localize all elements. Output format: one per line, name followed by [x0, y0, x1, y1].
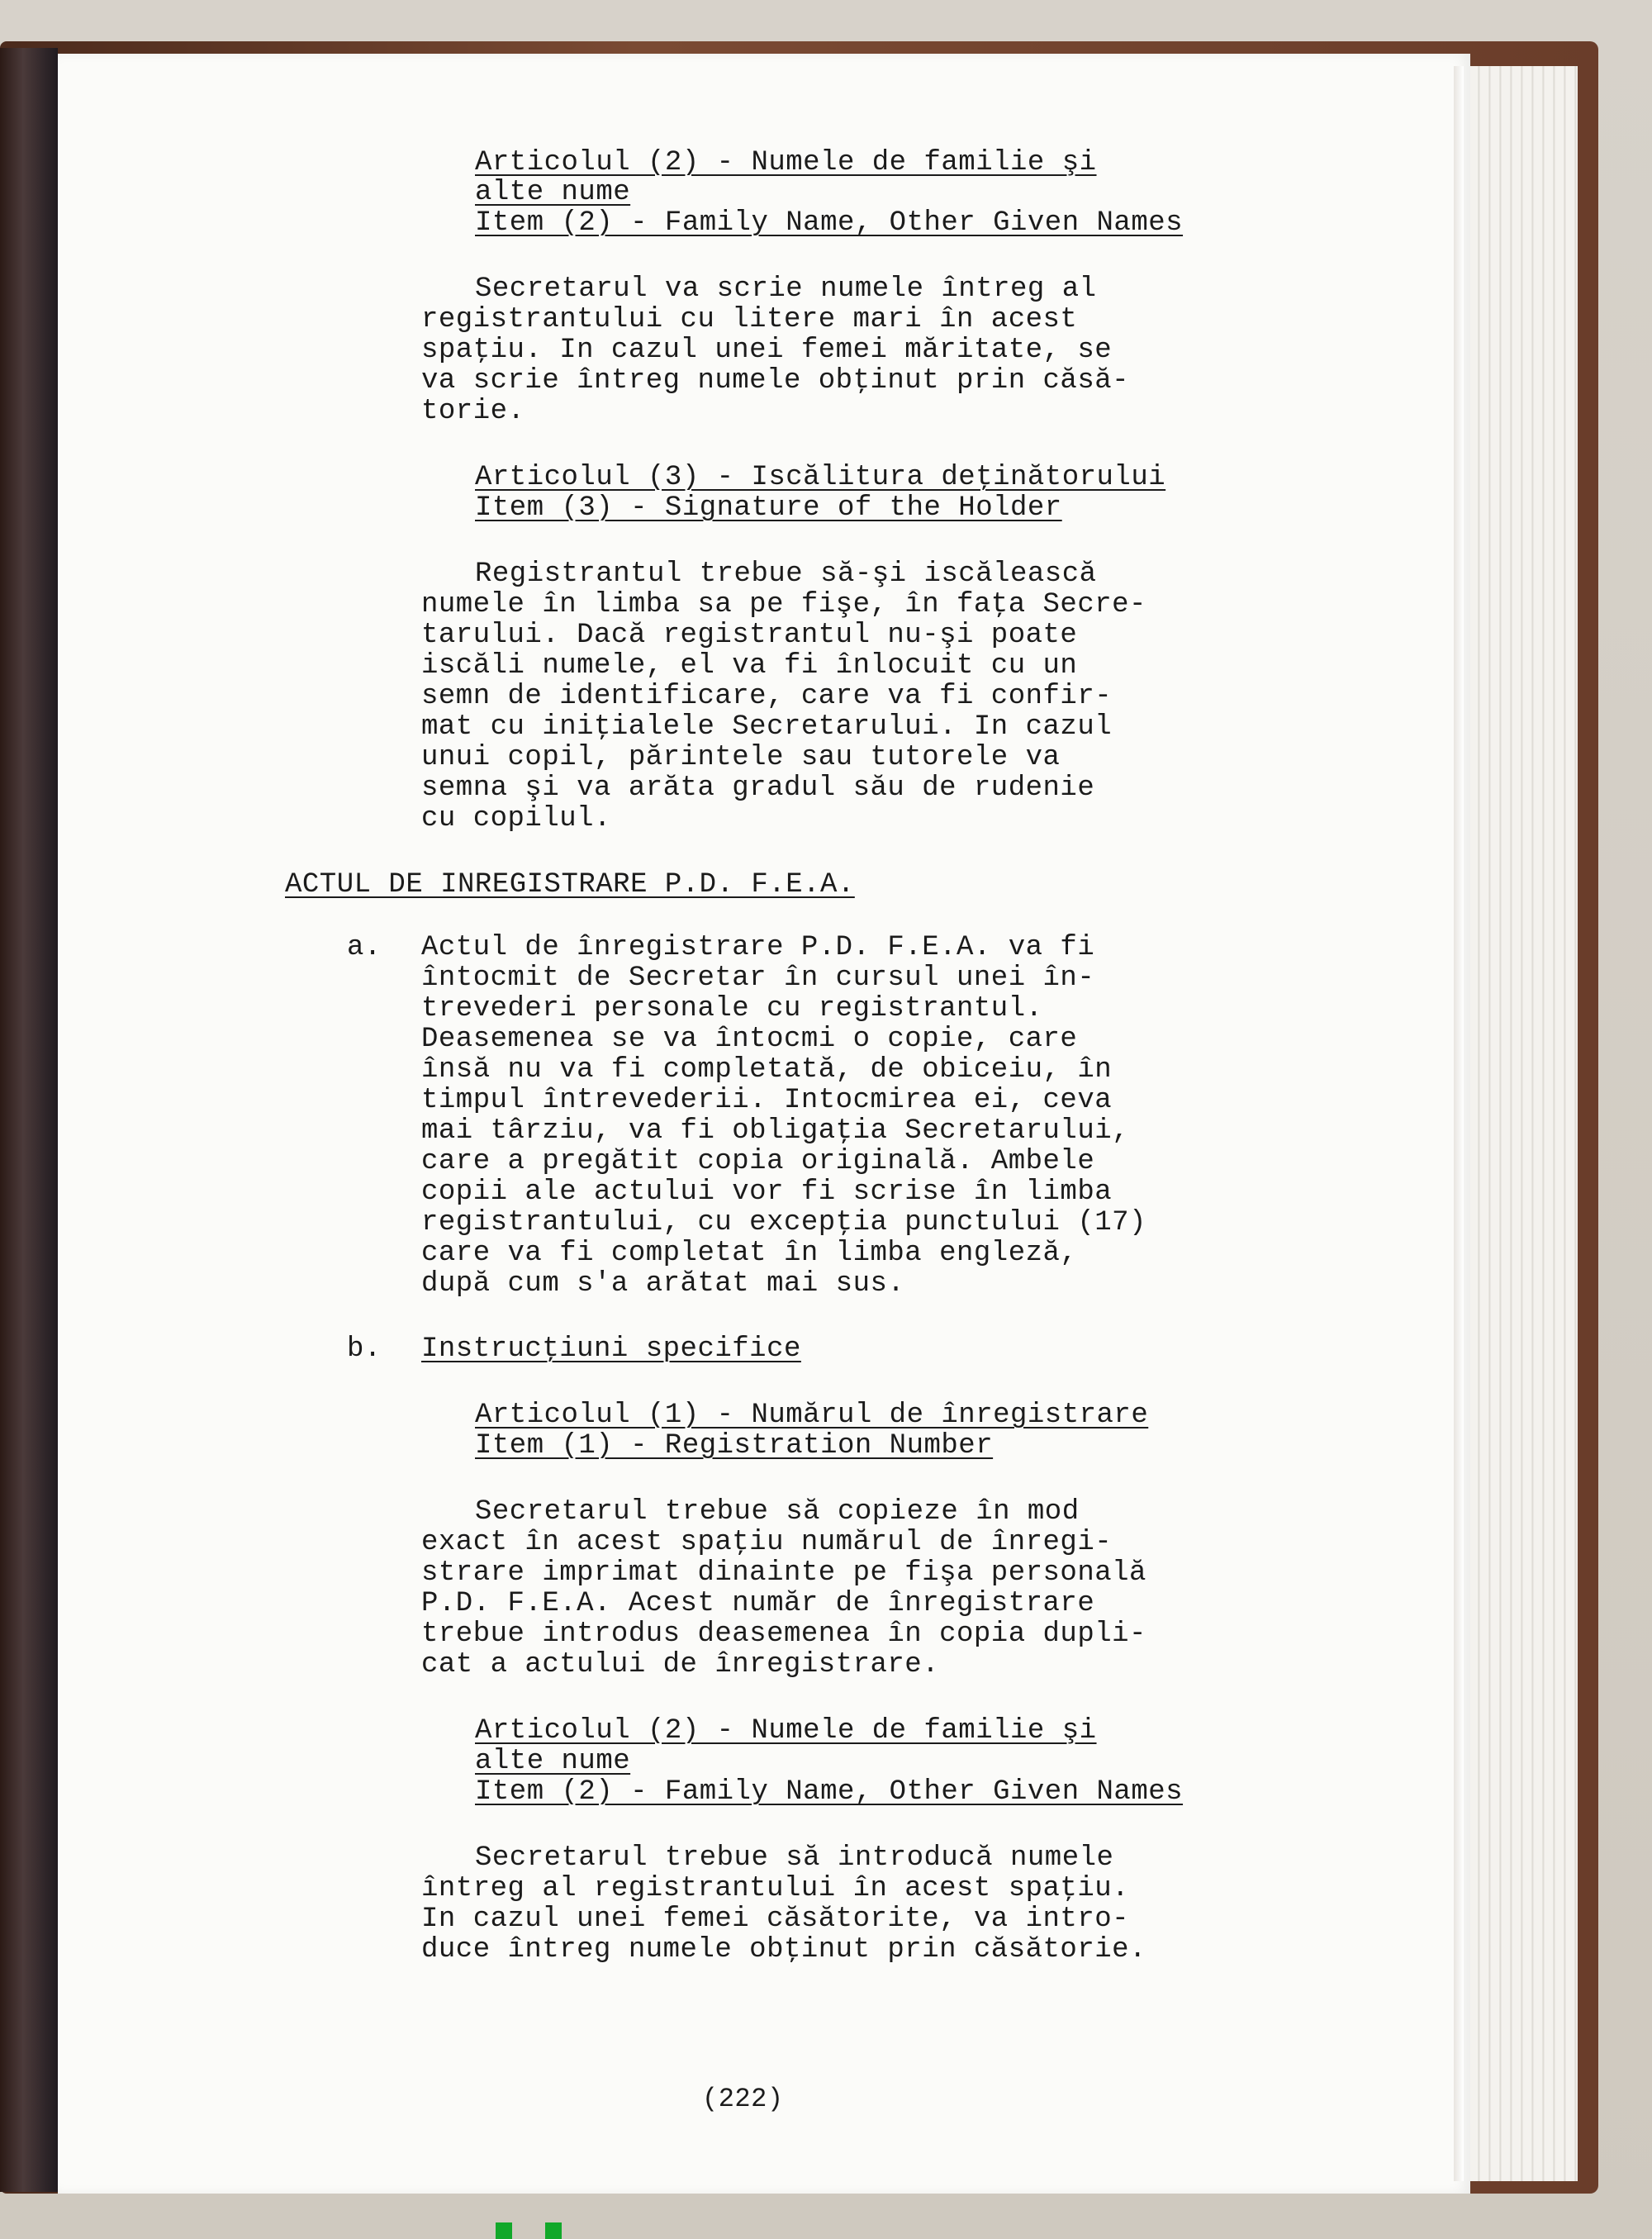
- text-line: care va fi completat în limba engleză,: [421, 1238, 1078, 1269]
- text-line: întocmit de Secretar în cursul unei în-: [421, 963, 1095, 994]
- section-heading: alte nume: [475, 1746, 631, 1777]
- scan-marker-square: [496, 2222, 512, 2239]
- section-heading: Item (2) - Family Name, Other Given Names: [475, 1776, 1184, 1808]
- section-heading: Item (3) - Signature of the Holder: [475, 492, 1062, 524]
- text-line: întreg al registrantului în acest spaţiu.: [421, 1873, 1130, 1904]
- text-line: timpul întrevederii. Intocmirea ei, ceva: [421, 1085, 1113, 1116]
- page-edge: [1454, 66, 1464, 2181]
- section-heading: Articolul (3) - Iscălitura deţinătorului: [475, 462, 1166, 493]
- text-line: registrantului, cu excepţia punctului (17): [421, 1207, 1146, 1238]
- page-content: [58, 54, 1470, 2194]
- text-line: P.D. F.E.A. Acest număr de înregistrare: [421, 1588, 1095, 1619]
- text-line: duce întreg numele obţinut prin căsătorie.: [421, 1934, 1146, 1966]
- text-line: numele în limba sa pe fişe, în faţa Secre-: [421, 589, 1146, 620]
- text-line: mat cu iniţialele Secretarului. In cazul: [421, 711, 1113, 743]
- book-spine: [0, 48, 58, 2192]
- text-line: registrantului cu litere mari în acest: [421, 304, 1078, 335]
- section-heading: Articolul (2) - Numele de familie şi: [475, 147, 1097, 178]
- document-page: [58, 54, 1470, 2194]
- text-line: semna şi va arăta gradul său de rudenie: [421, 772, 1095, 804]
- section-heading: alte nume: [475, 177, 631, 208]
- text-line: mai târziu, va fi obligaţia Secretarului,: [421, 1115, 1130, 1147]
- page-number: (222): [702, 2084, 784, 2114]
- text-line: va scrie întreg numele obţinut prin căsă-: [421, 365, 1130, 397]
- text-line: cat a actului de înregistrare.: [421, 1649, 940, 1680]
- section-heading: Item (1) - Registration Number: [475, 1430, 994, 1462]
- text-line: Registrantul trebue să-şi iscălească: [475, 559, 1097, 590]
- section-heading: Articolul (1) - Numărul de înregistrare: [475, 1400, 1149, 1431]
- text-line: In cazul unei femei căsătorite, va intro-: [421, 1904, 1130, 1935]
- text-line: Secretarul trebue să copieze în mod: [475, 1496, 1080, 1528]
- text-line: unui copil, părintele sau tutorele va: [421, 742, 1061, 773]
- text-line: Actul de înregistrare P.D. F.E.A. va fi: [421, 932, 1095, 963]
- subsection-heading: Instrucţiuni specifice: [421, 1333, 801, 1365]
- text-line: exact în acest spaţiu numărul de înregi-: [421, 1527, 1113, 1558]
- text-line: trebue introdus deasemenea în copia dupli-: [421, 1619, 1146, 1650]
- section-heading: Articolul (2) - Numele de familie şi: [475, 1715, 1097, 1747]
- text-line: Secretarul va scrie numele întreg al: [475, 273, 1097, 305]
- text-line: după cum s'a arătat mai sus.: [421, 1268, 905, 1300]
- scan-marker: [496, 2222, 578, 2239]
- text-line: Deasemenea se va întocmi o copie, care: [421, 1024, 1078, 1055]
- text-line: strare imprimat dinainte pe fişa personală: [421, 1557, 1146, 1589]
- text-line: copii ale actului vor fi scrise în limba: [421, 1177, 1113, 1208]
- scan-marker-square: [545, 2222, 562, 2239]
- text-line: iscăli numele, el va fi înlocuit cu un: [421, 650, 1078, 682]
- list-marker: b.: [347, 1333, 382, 1365]
- text-line: care a pregătit copia originală. Ambele: [421, 1146, 1095, 1177]
- text-line: tarului. Dacă registrantul nu-şi poate: [421, 620, 1078, 651]
- chapter-heading: ACTUL DE INREGISTRARE P.D. F.E.A.: [285, 869, 855, 901]
- section-heading: Item (2) - Family Name, Other Given Names: [475, 207, 1184, 239]
- text-line: semn de identificare, care va fi confir-: [421, 681, 1113, 712]
- text-line: trevederi personale cu registrantul.: [421, 993, 1043, 1024]
- text-line: Secretarul trebue să introducă numele: [475, 1842, 1114, 1874]
- text-line: cu copilul.: [421, 803, 611, 834]
- text-line: însă nu va fi completată, de obiceiu, în: [421, 1054, 1113, 1086]
- text-line: torie.: [421, 396, 525, 427]
- list-marker: a.: [347, 932, 382, 963]
- text-line: spaţiu. In cazul unei femei măritate, se: [421, 335, 1113, 366]
